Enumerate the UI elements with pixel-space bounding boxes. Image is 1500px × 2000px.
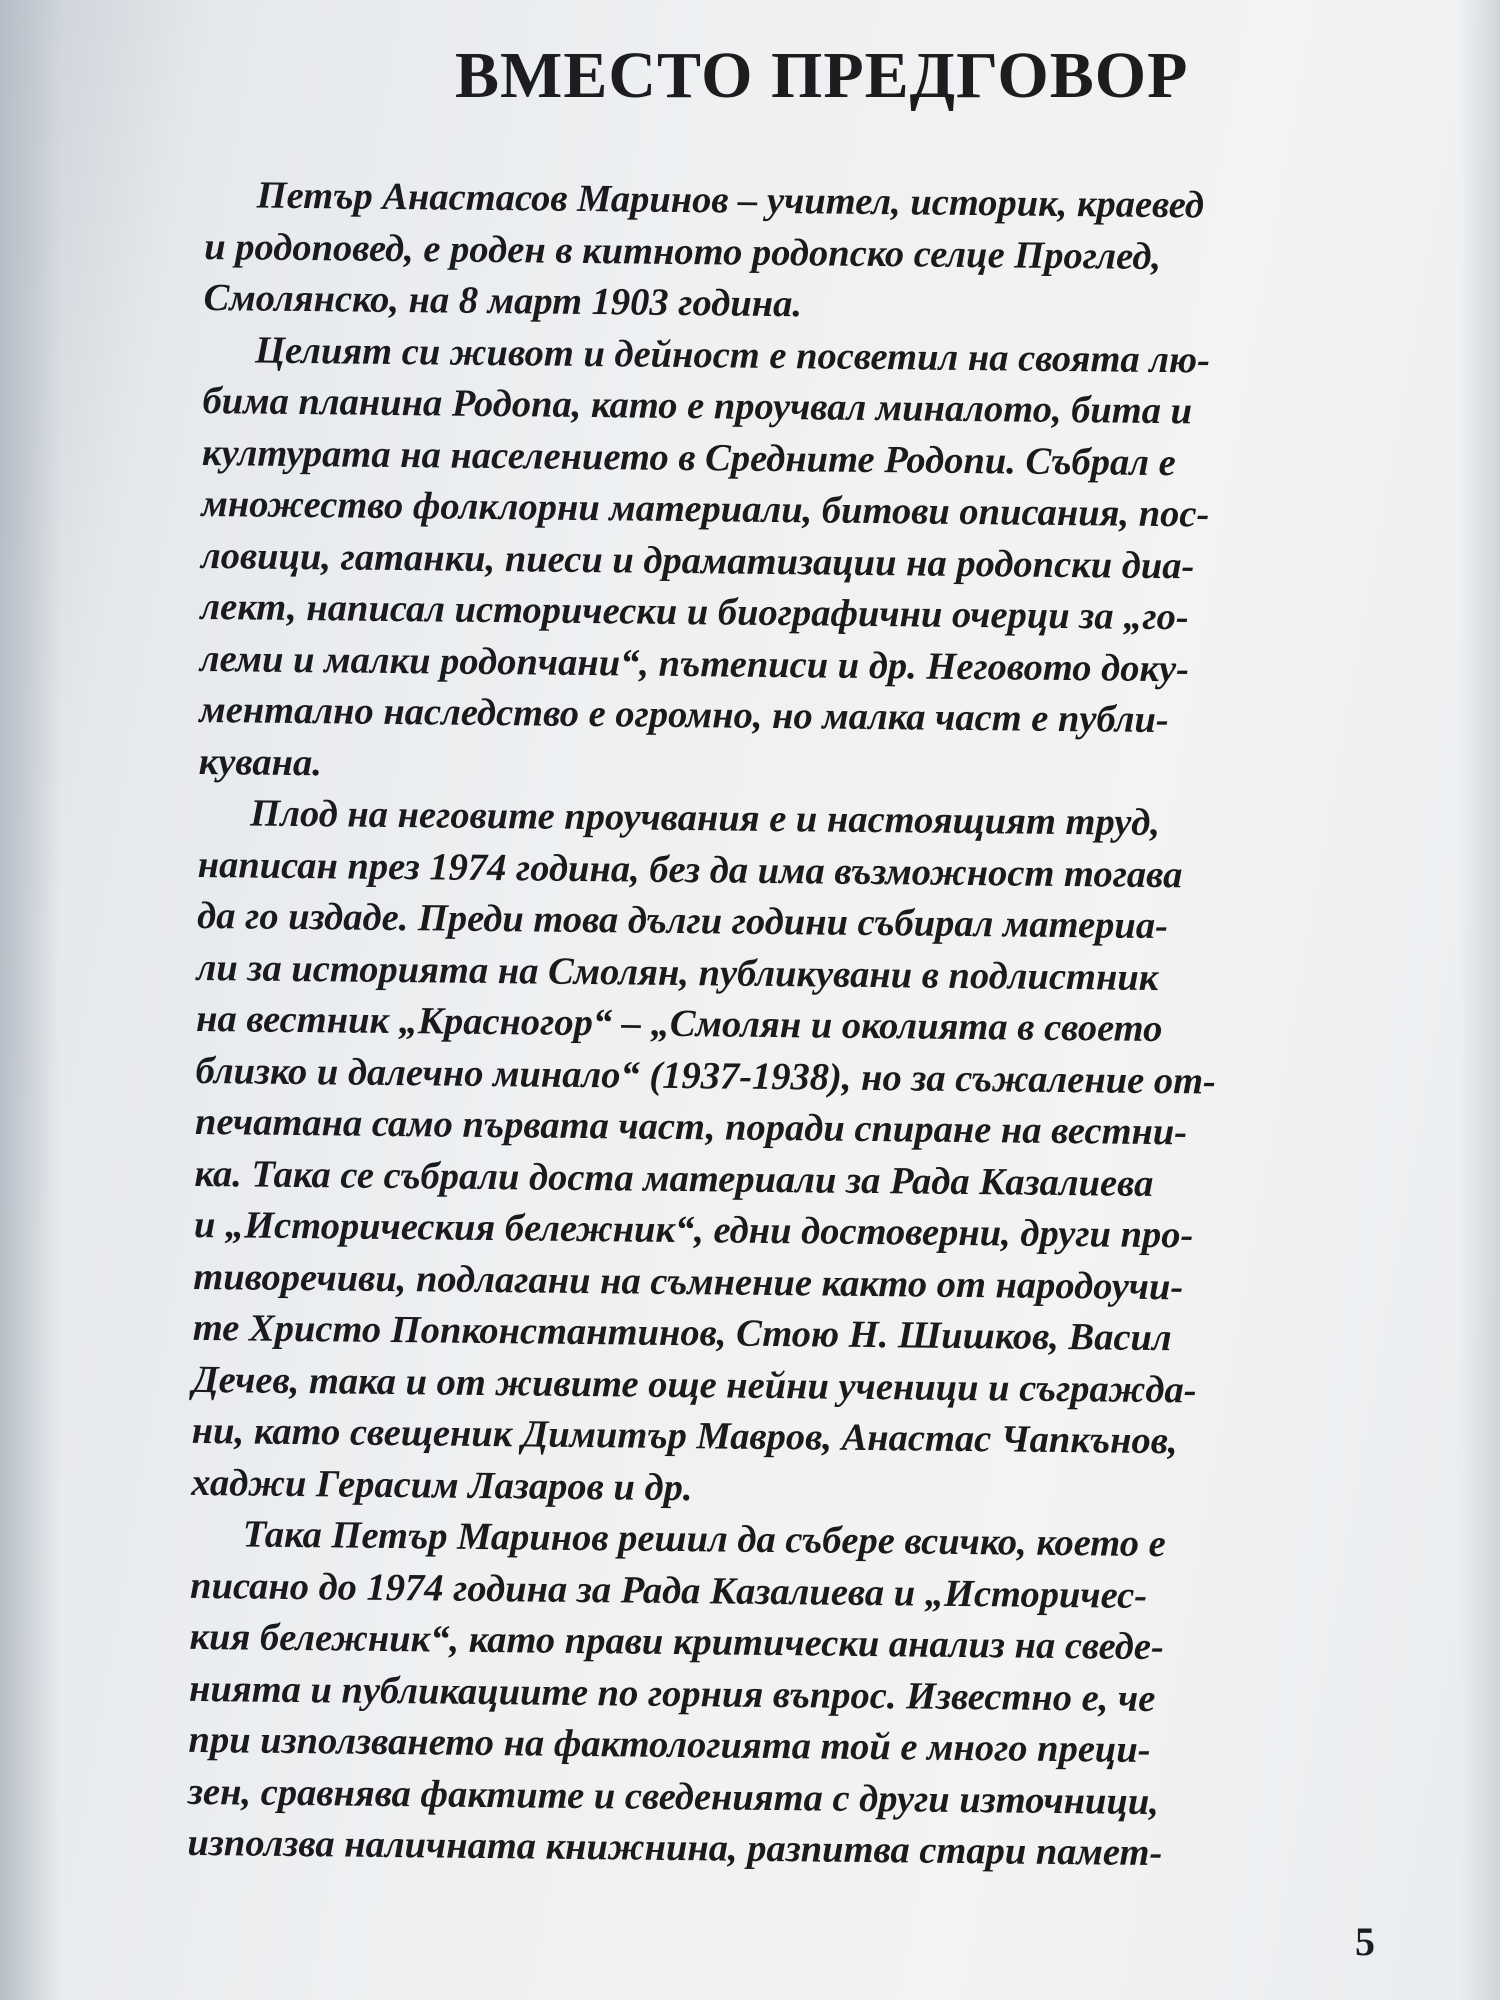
text-line: те Христо Попконстантинов, Стою Н. Шишков, Васил — [192, 1306, 1172, 1360]
text-line: бима планина Родопа, като е проучвал миналото, бита и — [202, 379, 1193, 433]
text-line: ка. Така се събрали доста материали за Рада Казалиева — [194, 1152, 1154, 1205]
text-line: печатана само първата част, поради спиране на вестни- — [194, 1100, 1188, 1154]
text-line: близко и далечно минало“ (1937-1938), но за съжаление от- — [195, 1049, 1217, 1103]
text-line: множество фолклорни материали, битови описания, пос- — [201, 482, 1210, 536]
text-line: ли за историята на Смолян, публикувани в подлистник — [196, 946, 1159, 999]
text-line: и родоповед, е роден в китното родопско селце Проглед, — [203, 225, 1162, 278]
text-line: културата на населението в Средните Родопи. Събрал е — [201, 431, 1176, 484]
text-line: Дечев, така и от живите още нейни ученици и съгражда- — [192, 1358, 1197, 1411]
body-text — [187, 170, 1405, 1882]
text-line: при използването на фактологията той е много преци- — [188, 1718, 1151, 1771]
text-line: писано до 1974 година за Рада Казалиева и „Историчес- — [189, 1564, 1148, 1617]
text-line: използва наличната книжнина, разпитва стари памет- — [187, 1821, 1163, 1875]
text-line: ментално наследство е огромно, но малка част е публи- — [199, 688, 1169, 742]
text-line: кувана. — [198, 740, 323, 784]
text-line: Плод на неговите проучвания е и настоящият труд, — [250, 792, 1161, 845]
page-edge-shadow — [1460, 0, 1500, 2000]
text-line: Така Петър Маринов решил да събере всичко, което е — [242, 1513, 1166, 1566]
text-line: Целият си живот и дейност е посветил на своята лю- — [254, 329, 1211, 382]
text-line: хаджи Герасим Лазаров и др. — [191, 1461, 693, 1509]
text-line: леми и малки родопчани“, пътеписи и др. Неговото доку- — [199, 637, 1190, 690]
page-title: ВМЕСТО ПРЕДГОВОР — [455, 39, 1189, 112]
spine-shadow — [0, 0, 60, 2000]
text-line: да го издаде. Преди това дълги години събирал материа- — [196, 894, 1169, 948]
text-line: зен, сравнява фактите и сведенията с други източници, — [187, 1770, 1160, 1823]
text-line: ни, като свещеник Димитър Мавров, Анастас Чапкънов, — [191, 1409, 1178, 1463]
text-line: лект, написал исторически и биографични очерци за „го- — [200, 585, 1189, 639]
text-line: ловици, гатанки, пиеси и драматизации на родопски диа- — [200, 534, 1195, 587]
text-line: нията и публикациите по горния въпрос. Известно е, че — [188, 1667, 1156, 1720]
text-line: тиворечиви, подлагани на съмнение както от народоучи- — [193, 1255, 1184, 1308]
page-number: 5 — [1355, 1919, 1375, 1964]
text-line: и „Историческия бележник“, едни достоверни, други про- — [193, 1203, 1194, 1257]
text-line: написан през 1974 година, без да има възможност тогава — [197, 843, 1183, 896]
text-line: Петър Анастасов Маринов – учител, историк, краевед — [256, 174, 1205, 227]
text-line: Смолянско, на 8 март 1903 година. — [203, 276, 803, 326]
text-line: на вестник „Красногор“ – „Смолян и околията в своето — [195, 997, 1163, 1051]
text-line: кия бележник“, като прави критически анализ на сведе- — [189, 1615, 1165, 1669]
